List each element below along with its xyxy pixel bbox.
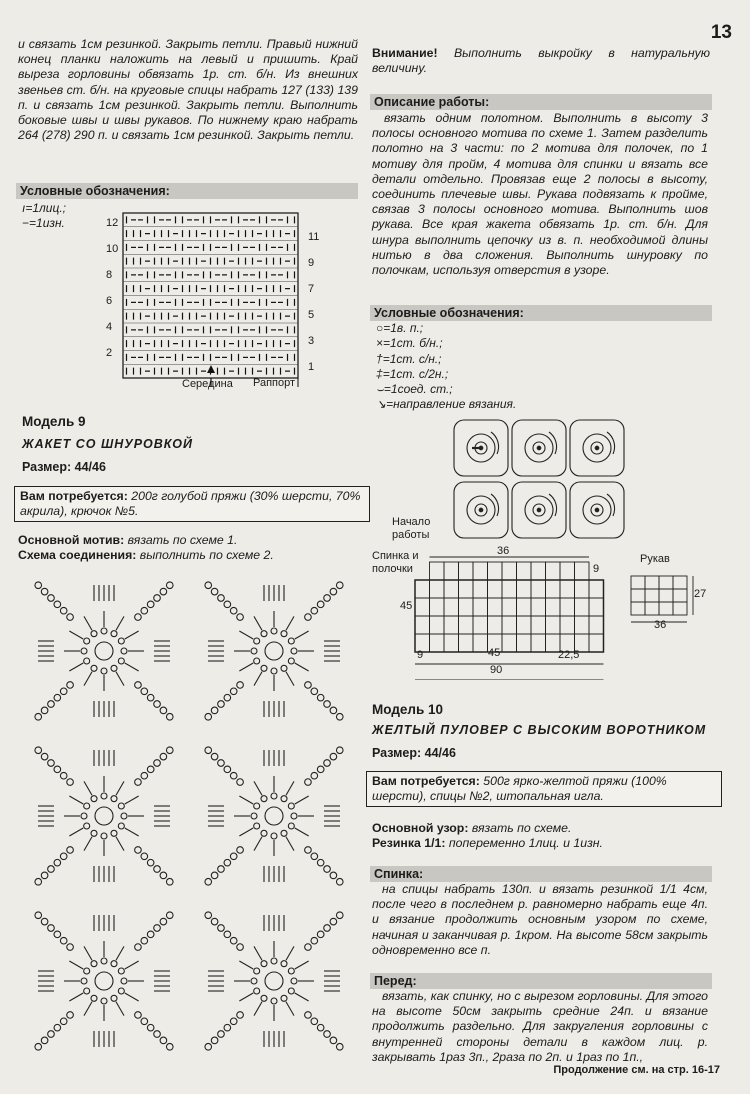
- symbols-title: Условные обозначения:: [370, 305, 712, 321]
- chart-center-label: Середина: [182, 378, 233, 390]
- model9-motif: Основной мотив: вязать по схеме 1.: [18, 533, 238, 547]
- start-label: Начало работы: [392, 516, 431, 541]
- model10-heading: Модель 10: [372, 702, 444, 717]
- dim-sleeve-height: 27: [694, 588, 707, 600]
- chart-rapport-label: Раппорт: [253, 377, 296, 389]
- description-title: Описание работы:: [370, 94, 712, 110]
- dim-top: 36: [497, 545, 510, 557]
- symbol-chain: ○=1в. п.;: [376, 321, 424, 335]
- knitting-chart: [95, 205, 330, 395]
- model10-size: Размер: 44/46: [372, 746, 456, 760]
- dim-right: 9: [593, 563, 600, 575]
- model10-rib: Резинка 1/1: попеременно 1лиц. и 1изн.: [372, 836, 603, 850]
- sleeve-label: Рукав: [640, 553, 670, 565]
- symbol-sc: ×=1ст. б/н.;: [376, 336, 443, 351]
- intro-text: и связать 1см резинкой. Закрыть петли. Правый нижний конец планки наложить на левый и пришить. Край выреза горловины обвязать 1р. ст. б/н. Из внешних звеньев ст. б/н. на круговые спицы набрать 127 (133) 139 п. и связать 1см резинкой. Закрыть петли. Выполнить боковые швы и швы рукавов. По нижнему краю набрать 264 (278) 290 п. и связать 1см резинкой. Закрыть петли.: [18, 37, 358, 143]
- page-number: 13: [710, 22, 732, 43]
- continue-note: Продолжение см. на стр. 16-17: [553, 1064, 720, 1076]
- model10-title: ЖЕЛТЫЙ ПУЛОВЕР С ВЫСОКИМ ВОРОТНИКОМ: [372, 723, 707, 737]
- chart-row-numbers-right: 11 9 7 5 3 1: [308, 231, 320, 373]
- dim-bottom-right: 22,5: [558, 649, 580, 661]
- symbol-dc: †=1ст. с/н.;: [376, 351, 442, 366]
- crochet-diagram-svg: [12, 566, 362, 1066]
- model10-needs-box: Вам потребуется: 500г ярко-желтой пряжи (100% шерсти), спицы №2, штопальная игла.: [366, 771, 722, 807]
- dim-bottom-left: 9: [417, 649, 424, 661]
- model9-size: Размер: 44/46: [22, 460, 106, 474]
- symbol-tr: ‡=1ст. с/2н.;: [376, 366, 449, 381]
- description-text: вязать одним полотном. Выполнить в высоту 3 полосы основного мотива по схеме 1. Затем разделить полотно на 3 части: по 2 мотива для полочек, по 1 мотиву для пройм, 4 мотива для спинки и вязать все детали отдельно. Провязав еще 2 полосы в высоту, соединить плечевые швы. Рукава подвязать к пройме, связав 3 полосы основного мотива. Выполнить шов рукава. Все края жакета обвязать 1р. ст. б/н. Для шнура выполнить цепочку из в. п. необходимой длины нитью в два сложения. Выполнить шнуровку по полочкам, используя отверстия в узоре.: [372, 111, 708, 278]
- model9-needs-box: Вам потребуется: 200г голубой пряжи (30% шерсти, 70% акрила), крючок №5.: [14, 486, 370, 522]
- legend-knit: ı=1лиц.;: [22, 201, 66, 215]
- symbol-slst: ⌣=1соед. ст.;: [376, 382, 453, 397]
- dim-height: 45: [400, 600, 413, 612]
- dim-sleeve-width: 36: [654, 619, 667, 631]
- front-text: вязать, как спинку, но с вырезом горловины. Для этого на высоте 50см закрыть средние 24п. и вязание продолжить раздельно. Для закругления горловины с внутренней стороны детали в каждом лиц. р. закрывать 1раз 3п., 2раза по 2п. и 1раз по 1п.,: [372, 989, 708, 1064]
- back-text: на спицы набрать 130п. и вязать резинкой 1/1 4см, после чего в последнем р. равномерно набрать еще 4п. и вязание продолжить основным узором по схеме, начиная и заканчивая р. 1кром. На высоте 58см закрыть одновременно все п.: [372, 882, 708, 957]
- chart-row-numbers-left: 12 10 8 6 4 2: [106, 217, 119, 359]
- pattern-label: Спинка и полочки: [372, 550, 419, 575]
- joining-diagram: [452, 418, 632, 548]
- symbol-direction: ↘=направление вязания.: [376, 397, 517, 412]
- model9-title: ЖАКЕТ СО ШНУРОВКОЙ: [22, 437, 194, 451]
- symbols-list: [376, 321, 516, 413]
- legend-title: Условные обозначения:: [16, 183, 358, 199]
- front-title: Перед:: [370, 973, 712, 989]
- crochet-diagram: [12, 566, 362, 1066]
- model9-join: Схема соединения: выполнить по схеме 2.: [18, 548, 274, 562]
- model10-pattern: Основной узор: вязать по схеме.: [372, 821, 572, 835]
- model9-heading: Модель 9: [22, 414, 86, 429]
- dim-bottom-mid: 45: [488, 647, 501, 659]
- dim-total: 90: [490, 664, 503, 676]
- knitting-chart-grid: [95, 205, 330, 395]
- legend-purl: −=1изн.: [22, 216, 65, 230]
- back-title: Спинка:: [370, 866, 712, 882]
- attention-text: Внимание! Выполнить выкройку в натуральную величину.: [372, 46, 710, 76]
